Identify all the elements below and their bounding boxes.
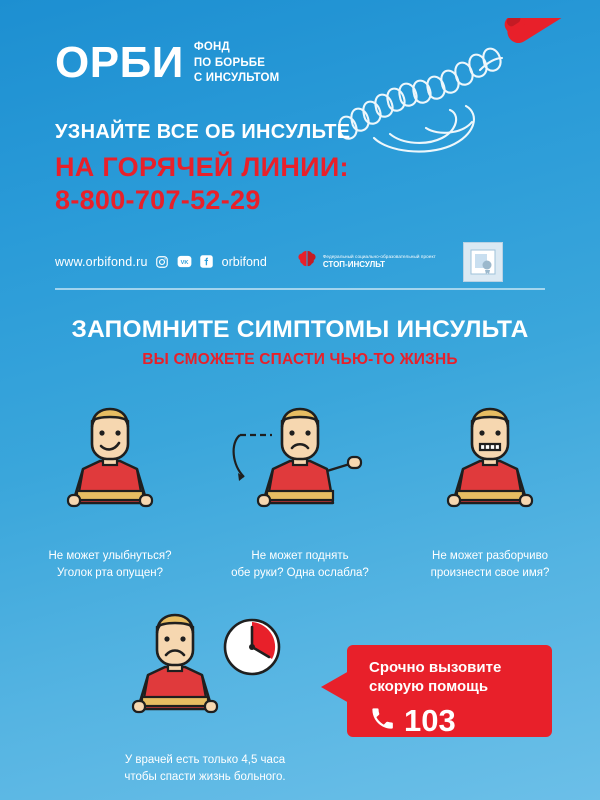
section-divider bbox=[55, 288, 545, 290]
symptoms-title: ЗАПОМНИТЕ СИМПТОМЫ ИНСУЛЬТА bbox=[71, 316, 529, 343]
symptom-item-2 bbox=[220, 391, 380, 581]
speech-difficulty-figure bbox=[410, 391, 570, 531]
symptoms-subtitle: ВЫ СМОЖЕТЕ СПАСТИ ЧЬЮ-ТО ЖИЗНЬ bbox=[142, 351, 458, 368]
brain-icon bbox=[296, 249, 318, 274]
face-droop-figure bbox=[30, 391, 190, 531]
links-row bbox=[55, 242, 600, 282]
arm-weakness-figure bbox=[220, 391, 380, 531]
partner-text-line2: СТОП-ИНСУЛЬТ bbox=[322, 260, 386, 270]
brand-subtitle-line3: С ИНСУЛЬТОМ bbox=[193, 72, 280, 85]
partner-text bbox=[323, 254, 436, 269]
hotline-label: НА ГОРЯЧЕЙ ЛИНИИ: bbox=[55, 151, 349, 182]
urgent-section bbox=[0, 597, 600, 800]
partner-text-line1: Федеральный социально-образовательный проект bbox=[322, 253, 436, 259]
bubble-line-1: Срочно вызовите bbox=[369, 659, 502, 677]
social-handle[interactable]: orbifond bbox=[221, 254, 267, 269]
urgent-caption-line1: У врачей есть только 4,5 часа bbox=[124, 754, 286, 767]
vk-icon[interactable] bbox=[177, 254, 192, 269]
symptom-caption-2-line2: обе руки? Одна ослабла? bbox=[231, 566, 369, 579]
emergency-callout-bubble bbox=[347, 645, 552, 737]
symptom-caption-1 bbox=[30, 548, 190, 581]
brand-name: ОРБИ bbox=[55, 38, 184, 88]
urgent-caption-line2: чтобы спасти жизнь больного. bbox=[124, 771, 286, 784]
symptom-item-3 bbox=[410, 391, 570, 581]
symptoms-section bbox=[0, 290, 600, 581]
symptom-caption-1-line2: Уголок рта опущен? bbox=[56, 566, 164, 579]
hotline-phone-number: 8-800-707-52-29 bbox=[55, 184, 261, 215]
emergency-number-row bbox=[369, 705, 552, 737]
symptom-caption-1-line1: Не может улыбнуться? bbox=[48, 550, 172, 562]
urgent-figure-with-clock bbox=[95, 597, 315, 737]
bubble-line-2: скорую помощь bbox=[369, 678, 489, 696]
partner-logo bbox=[296, 249, 436, 274]
svg-text:VK: VK bbox=[180, 260, 189, 267]
symptom-caption-2-line1: Не может поднять bbox=[251, 550, 349, 562]
symptom-caption-2 bbox=[220, 548, 380, 581]
brand-subtitle-line1: ФОНД bbox=[193, 41, 230, 53]
symptom-caption-3-line2: произнести свое имя? bbox=[430, 566, 550, 579]
symptom-figures bbox=[0, 391, 600, 581]
symptom-item-1 bbox=[30, 391, 190, 581]
symptom-caption-3 bbox=[410, 548, 570, 581]
facebook-icon[interactable] bbox=[199, 254, 214, 269]
top-section bbox=[0, 0, 600, 290]
tangled-phone-cord-illustration bbox=[330, 18, 580, 158]
urgent-left-block bbox=[95, 597, 315, 785]
brand-subtitle-line2: ПО БОРЬБЕ bbox=[193, 56, 266, 69]
emergency-number: 103 bbox=[404, 703, 456, 739]
clock-icon bbox=[225, 620, 279, 674]
phone-handset-icon bbox=[369, 705, 396, 737]
instagram-icon[interactable] bbox=[155, 254, 170, 269]
brand-subtitle bbox=[194, 40, 280, 87]
urgent-caption bbox=[95, 752, 315, 785]
symptom-caption-3-line1: Не может разборчиво bbox=[432, 550, 548, 562]
certificate-icon bbox=[463, 242, 503, 282]
hero-headline: УЗНАЙТЕ ВСЕ ОБ ИНСУЛЬТЕ bbox=[55, 120, 351, 143]
website-link[interactable]: www.orbifond.ru bbox=[55, 254, 148, 269]
